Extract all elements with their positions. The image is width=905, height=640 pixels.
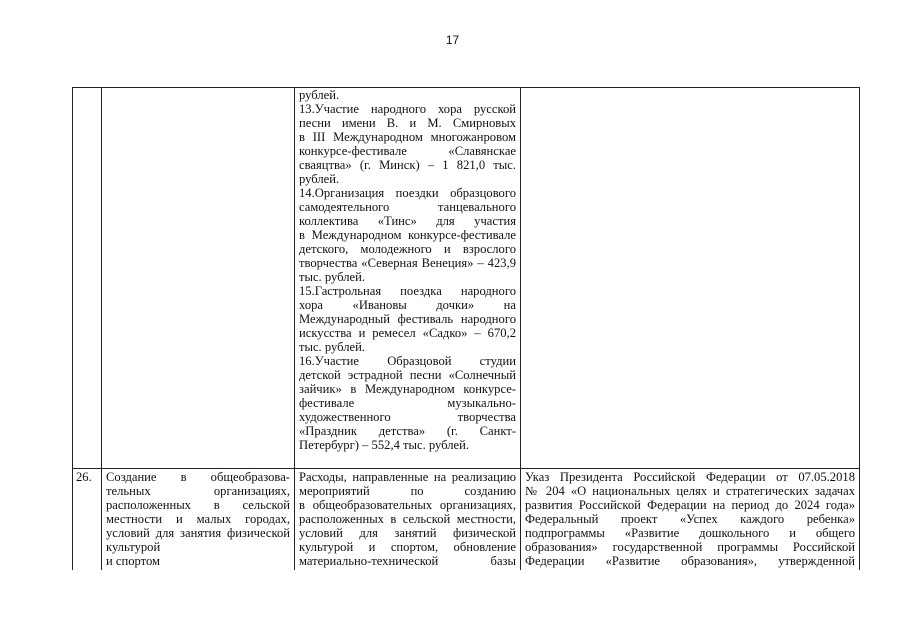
cost-text-line: 14.Организация поездки образцового bbox=[299, 186, 516, 200]
cost-text-line: «Праздник детства» (г. Санкт- bbox=[299, 424, 516, 438]
cost-text-line: 16.Участие Образцовой студии bbox=[299, 354, 516, 368]
cost-text-line: художественного творчества bbox=[299, 410, 516, 424]
cost-text-line: песни имени В. и М. Смирновых bbox=[299, 116, 516, 130]
cost-text-line: Петербург) – 552,4 тыс. рублей. bbox=[299, 438, 470, 452]
cost-text-line: в общеобразовательных организациях, bbox=[299, 498, 516, 512]
cost-text-line: искусства и ремесел «Садко» – 670,2 bbox=[299, 326, 516, 340]
basis-text-line: Федерации «Развитие образования», утвержденной bbox=[525, 554, 855, 568]
name-text-line: культурой bbox=[106, 540, 161, 554]
cost-text-line: коллектива «Тинс» для участия bbox=[299, 214, 516, 228]
page-number: 17 bbox=[445, 33, 460, 47]
cost-text-line: 13.Участие народного хора русской bbox=[299, 102, 516, 116]
row-number bbox=[73, 469, 102, 571]
cell-name bbox=[102, 469, 295, 571]
cost-text-line: расположенных в сельской местности, bbox=[299, 512, 516, 526]
name-text-line: тельных организациях, bbox=[106, 484, 290, 498]
row-number-text: 26. bbox=[76, 470, 92, 484]
cost-text-line: творчества «Северная Венеция» – 423,9 bbox=[299, 256, 516, 270]
cost-text-line: детского, молодежного и взрослого bbox=[299, 242, 516, 256]
cost-text-line: мероприятий по созданию bbox=[299, 484, 516, 498]
cost-text-line: в Международном конкурсе-фестивале bbox=[299, 228, 516, 242]
basis-text-line: образования» государственной программы Российской bbox=[525, 540, 855, 554]
cost-text-line: зайчик» в Международном конкурсе- bbox=[299, 382, 516, 396]
name-text-line: местности и малых городах, bbox=[106, 512, 290, 526]
cost-text-line: хора «Ивановы дочки» на bbox=[299, 298, 516, 312]
cost-text-line: тыс. рублей. bbox=[299, 340, 365, 354]
name-text-line: и спортом bbox=[106, 554, 161, 568]
cell-name-empty bbox=[102, 88, 295, 469]
cost-text-line: культурой и спортом, обновление bbox=[299, 540, 516, 554]
cost-text-line: тыс. рублей. bbox=[299, 270, 365, 284]
table-row-26 bbox=[73, 469, 860, 571]
cell-number-empty bbox=[73, 88, 102, 469]
basis-text-line: Федеральный проект «Успех каждого ребенка» bbox=[525, 512, 855, 526]
cost-text-line: детской эстрадной песни «Солнечный bbox=[299, 368, 516, 382]
cost-text-line: сваяцтва» (г. Минск) – 1 821,0 тыс. bbox=[299, 158, 516, 172]
cost-text-line: материально-технической базы bbox=[299, 554, 516, 568]
basis-text-line: Указ Президента Российской Федерации от 07.05.2018 bbox=[525, 470, 855, 484]
cost-text-line: конкурсе-фестивале «Славянскае bbox=[299, 144, 516, 158]
cost-text-line: рублей. bbox=[299, 88, 340, 102]
cell-cost bbox=[295, 469, 521, 571]
cost-text-line: Расходы, направленные на реализацию bbox=[299, 470, 516, 484]
name-text-line: расположенных в сельской bbox=[106, 498, 290, 512]
cost-text-line: самодеятельного танцевального bbox=[299, 200, 516, 214]
cost-text-line: в III Международном многожанровом bbox=[299, 130, 516, 144]
basis-text-line: подпрограммы «Развитие дошкольного и общего bbox=[525, 526, 855, 540]
name-text-line: условий для занятия физической bbox=[106, 526, 290, 540]
cell-basis bbox=[521, 469, 860, 571]
cost-text-line: фестивале музыкально- bbox=[299, 396, 516, 410]
cell-cost-continued bbox=[295, 88, 521, 469]
cost-text-line: условий для занятий физической bbox=[299, 526, 516, 540]
cell-basis-empty bbox=[521, 88, 860, 469]
document-table bbox=[72, 87, 860, 570]
table-row-continued bbox=[73, 88, 860, 469]
cost-text-line: 15.Гастрольная поездка народного bbox=[299, 284, 516, 298]
cost-text-line: Международный фестиваль народного bbox=[299, 312, 516, 326]
basis-text-line: развития Российской Федерации на период до 2024 года» bbox=[525, 498, 855, 512]
cost-text-line: рублей. bbox=[299, 172, 340, 186]
name-text-line: Создание в общеобразова- bbox=[106, 470, 290, 484]
basis-text-line: № 204 «О национальных целях и стратегических задачах bbox=[525, 484, 855, 498]
